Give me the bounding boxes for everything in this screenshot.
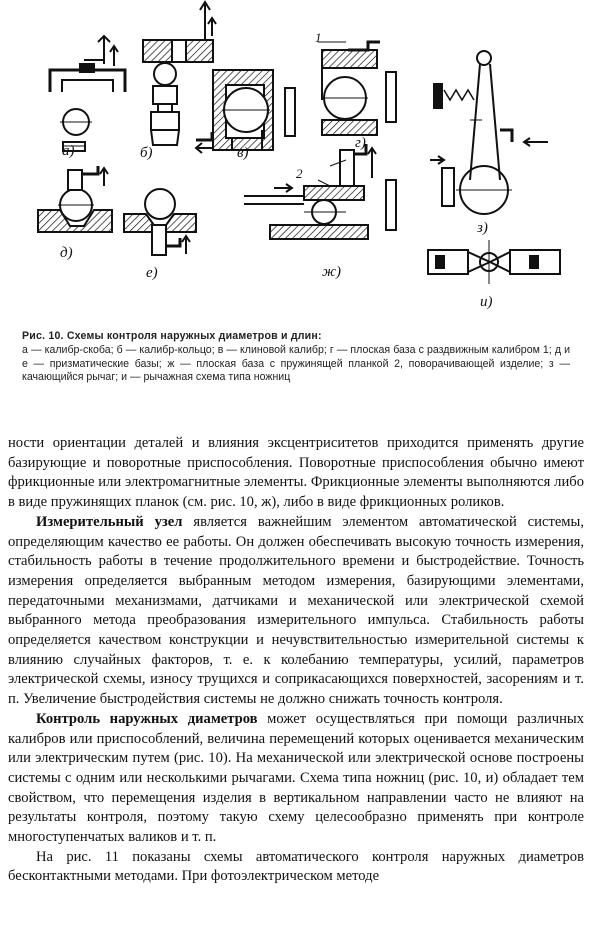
paragraph-3-text: может осуществляться при помощи различных калибров или приспособлений, величина перемещений которых оценивается механическим или электрическим путем (рис. 10). На механической или электрической основе построены системы с одним или несколькими рычагами. Схема типа ножниц (рис. 10, и) обладает тем свойством, что перемещения изделия в вертикальном направлении часто не влияют на результаты контроля, поэтому такую схему целесообразно применять при контроле многоступенчатых валиков и т. п. — [8, 710, 584, 846]
scheme-v-wedge — [196, 70, 295, 153]
paragraph-4: На рис. 11 показаны схемы автоматического контроля наружных диаметров бесконтактными методами. При фотоэлектрическом методе — [8, 848, 584, 885]
figure-caption — [22, 330, 570, 385]
label-z: з) — [477, 220, 488, 236]
scheme-i-scissor — [428, 240, 560, 284]
term-outer-diameter-control: Контроль наружных диаметров — [36, 710, 258, 727]
label-num-2: 2 — [296, 166, 303, 181]
scheme-d-prismatic — [38, 166, 112, 232]
label-zh: ж) — [322, 264, 341, 280]
caption-legend: а — калибр-скоба; б — калибр-кольцо; в — клиновой калибр; г — плоская база с раздвижным калибром 1; д и е — призматические базы; ж — плоская база с пружинящей планкой 2, поворачивающей изделие; з — качающийся рычаг; и — рычажная схема типа ножниц — [22, 344, 570, 384]
paragraph-3 — [8, 710, 584, 848]
paragraph-2 — [8, 513, 584, 710]
label-e: е) — [146, 265, 158, 281]
term-measuring-unit: Измерительный узел — [36, 513, 183, 530]
scheme-a-caliper — [50, 36, 125, 151]
label-g: г) — [355, 135, 366, 151]
scheme-z-swing-lever — [430, 51, 548, 214]
scheme-g-flat-base — [318, 42, 396, 135]
figure-10 — [0, 0, 590, 330]
label-a: а) — [62, 143, 75, 159]
paragraph-2-text: является важнейшим элементом автоматической системы, определяющим качество ее работы. Он должен обеспечивать высокую точность измерения, стабильность работы в течение продолжительного времени и быстродействие. Точность измерения определяется выбранным методом измерения, базирующими элементами, передаточными механизмами, датчиками и механической или электрической схемой выбранного метода преобразования измерительного импульса. Стабильность работы определяется качеством конструкции и нечувствительностью измерительной системы к влиянию случайных факторов, т. е. к колебанию температуры, усилий, параметров электрической схемы, износу трущихся и соприкасающихся поверхностей, засорениям и т. п. Увеличение быстродействия системы не должно снижать точность контроля. — [8, 513, 584, 708]
label-i: и) — [480, 294, 493, 310]
scheme-b-ring — [143, 2, 216, 145]
label-b: б) — [140, 145, 153, 161]
label-v: в) — [237, 145, 249, 161]
scheme-zh-spring-strip — [244, 144, 396, 239]
caption-title: Рис. 10. Схемы контроля наружных диаметров и длин: — [22, 330, 322, 342]
scheme-e-prismatic — [124, 189, 196, 255]
label-d: д) — [60, 245, 73, 261]
label-num-1: 1 — [315, 30, 322, 45]
body-text — [8, 434, 584, 887]
paragraph-1: ности ориентации деталей и влияния эксцентриситетов приходится применять другие базирующие и поворотные приспособления. Поворотные приспособления обычно имеют фрикционные или электромагнитные элементы. Фрикционные элементы выполняются либо в виде пружинящих планок (см. рис. 10, ж), либо в виде фрикционных роликов. — [8, 435, 584, 511]
